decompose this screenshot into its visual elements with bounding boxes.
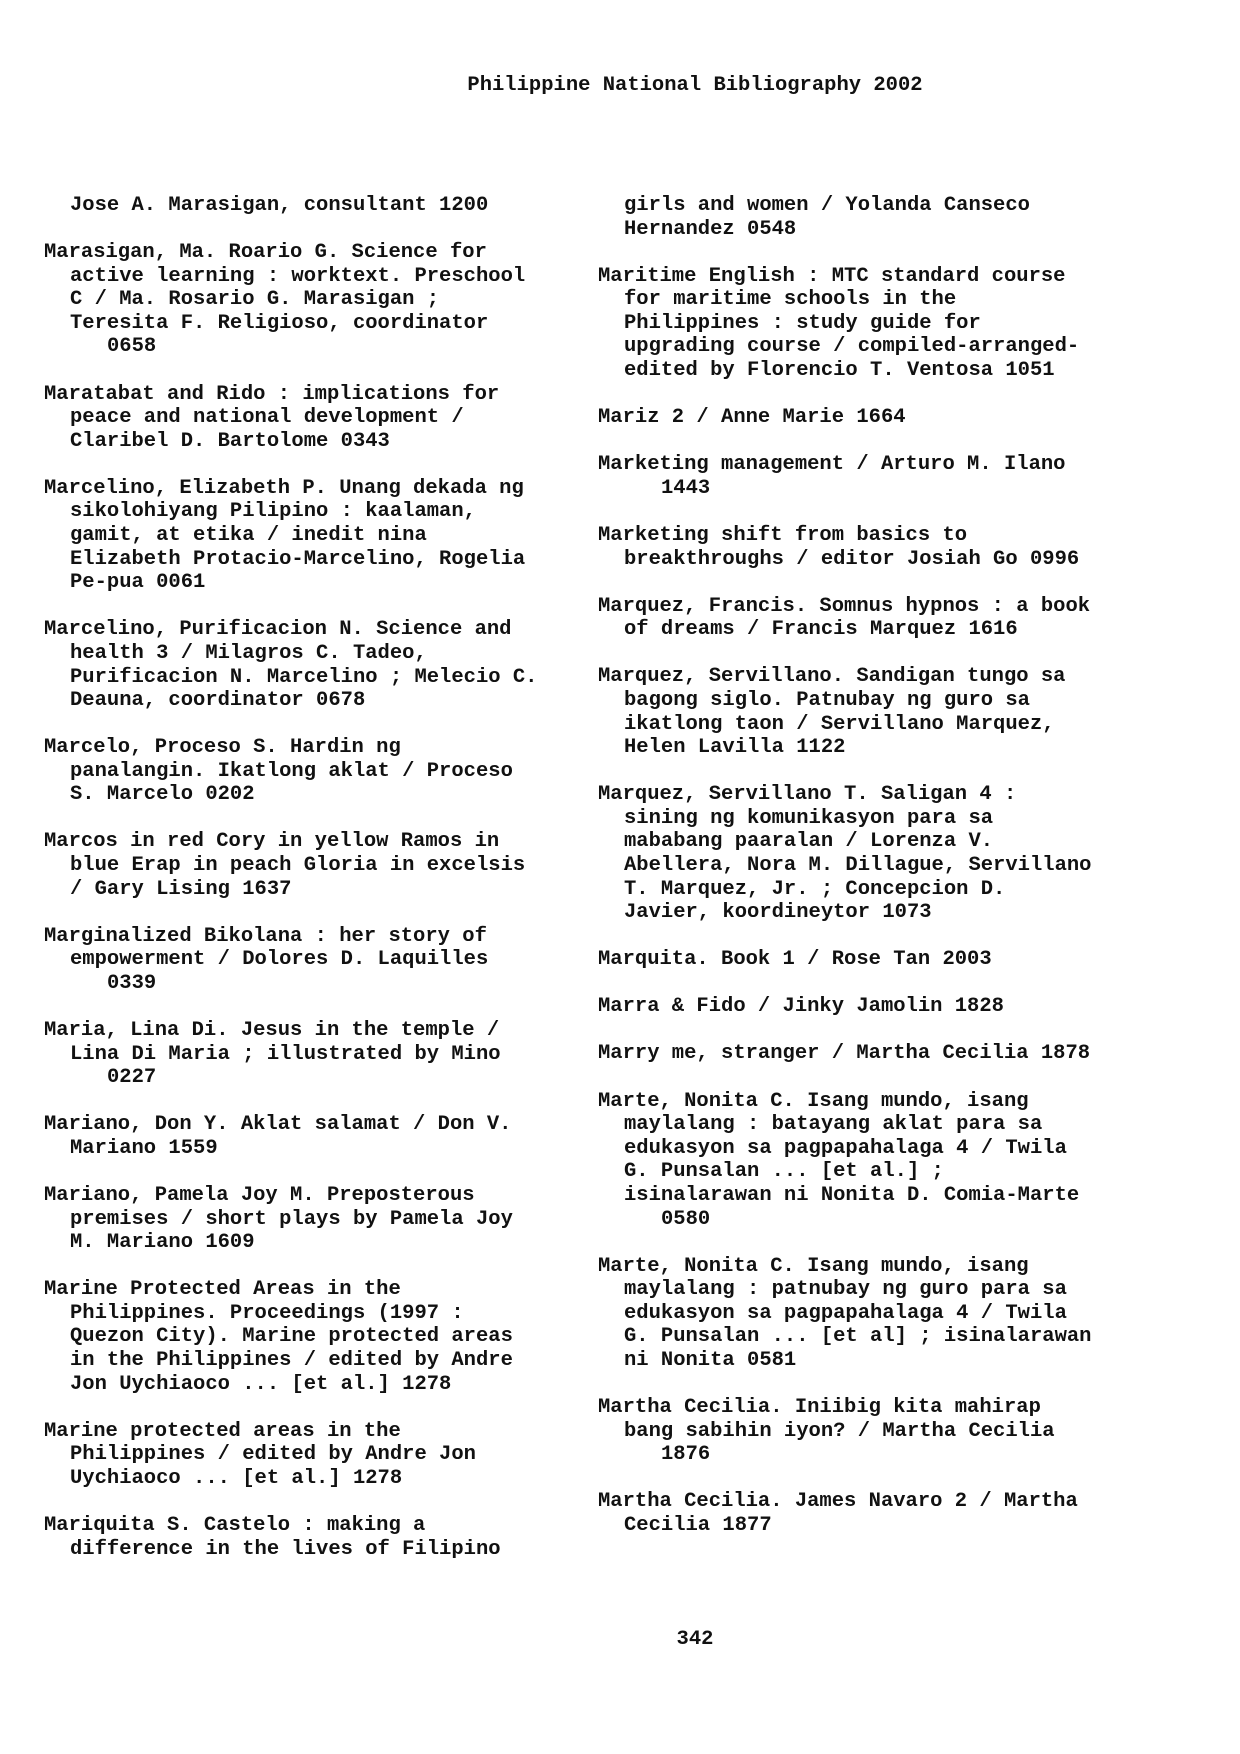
entry-continuation-line: Helen Lavilla 1122 xyxy=(624,736,846,760)
entry-continuation-line: edukasyon sa pagpapahalaga 4 / Twila xyxy=(624,1301,1067,1325)
bibliography-entry xyxy=(598,194,1118,241)
entry-heading-line: Marcelino, Elizabeth P. Unang dekada ng xyxy=(44,476,524,500)
entry-continuation-line: 1876 xyxy=(661,1443,711,1467)
entry-continuation-line: Quezon City). Marine protected areas xyxy=(70,1325,513,1349)
entry-heading-line: Maratabat and Rido : implications for xyxy=(44,382,500,406)
entry-continuation-line: for maritime schools in the xyxy=(624,288,957,312)
bibliography-entry xyxy=(598,1255,1118,1373)
entry-heading-line: Martha Cecilia. Iniibig kita mahirap xyxy=(598,1396,1041,1420)
bibliography-entry xyxy=(598,783,1118,925)
entry-continuation-line: sining ng komunikasyon para sa xyxy=(624,806,994,830)
bibliography-entry xyxy=(598,524,1118,571)
bibliography-entry xyxy=(44,736,564,807)
entry-continuation-line: empowerment / Dolores D. Laquilles xyxy=(70,948,489,972)
entry-continuation-line: Hernandez 0548 xyxy=(624,217,797,241)
entry-continuation-line: Mariano 1559 xyxy=(70,1136,218,1160)
entry-heading-line: Marcelo, Proceso S. Hardin ng xyxy=(44,736,401,760)
bibliography-entry xyxy=(44,830,564,901)
entry-heading-line: Marketing shift from basics to xyxy=(598,523,968,547)
entry-continuation-line: S. Marcelo 0202 xyxy=(70,783,255,807)
entry-continuation-line: Deauna, coordinator 0678 xyxy=(70,689,366,713)
entry-heading-line: Mariquita S. Castelo : making a xyxy=(44,1514,426,1538)
entry-heading-line: Marquita. Book 1 / Rose Tan 2003 xyxy=(598,948,992,972)
entry-continuation-line: difference in the lives of Filipino xyxy=(70,1537,501,1561)
entry-heading-line: Mariano, Pamela Joy M. Preposterous xyxy=(44,1184,475,1207)
entry-continuation-line: ikatlong taon / Servillano Marquez, xyxy=(624,712,1055,736)
entry-heading-line: Marte, Nonita C. Isang mundo, isang xyxy=(598,1254,1029,1278)
bibliography-entry xyxy=(44,1113,564,1160)
bibliography-entry xyxy=(598,406,1118,430)
entry-continuation-line: 0339 xyxy=(107,971,157,995)
bibliography-entry xyxy=(44,1278,564,1396)
entry-heading-line: Maria, Lina Di. Jesus in the temple / xyxy=(44,1019,500,1043)
entry-heading-line: Mariano, Don Y. Aklat salamat / Don V. xyxy=(44,1113,512,1137)
entry-heading-line: Maritime English : MTC standard course xyxy=(598,264,1066,288)
entry-heading-line: Marte, Nonita C. Isang mundo, isang xyxy=(598,1089,1029,1113)
entry-continuation-line: Teresita F. Religioso, coordinator xyxy=(70,311,489,335)
entry-heading-line: Jose A. Marasigan, consultant 1200 xyxy=(70,194,489,217)
entry-continuation-line: active learning : worktext. Preschool xyxy=(70,264,526,288)
entry-continuation-line: maylalang : patnubay ng guro para sa xyxy=(624,1278,1067,1302)
bibliography-entry xyxy=(598,265,1118,383)
entry-continuation-line: panalangin. Ikatlong aklat / Proceso xyxy=(70,759,513,783)
entry-continuation-line: 1443 xyxy=(661,476,711,500)
entry-continuation-line: Javier, koordineytor 1073 xyxy=(624,901,932,925)
bibliography-entry xyxy=(44,1019,564,1090)
bibliography-entry xyxy=(44,1514,564,1561)
entry-heading-line: Marasigan, Ma. Roario G. Science for xyxy=(44,241,487,265)
entry-heading-line: Marry me, stranger / Martha Cecilia 1878 xyxy=(598,1042,1091,1066)
bibliography-entry xyxy=(44,1184,564,1255)
entry-continuation-line: 0227 xyxy=(107,1066,157,1090)
entry-heading-line: Marcos in red Cory in yellow Ramos in xyxy=(44,830,500,854)
entry-heading-line: Marginalized Bikolana : her story of xyxy=(44,924,487,948)
bibliography-entry xyxy=(598,948,1118,972)
entry-continuation-line: blue Erap in peach Gloria in excelsis xyxy=(70,854,526,878)
bibliography-entry xyxy=(598,453,1118,500)
entry-heading-line: Marquez, Servillano. Sandigan tungo sa xyxy=(598,665,1066,689)
entry-continuation-line: G. Punsalan ... [et al.] ; xyxy=(624,1160,944,1184)
entry-continuation-line: in the Philippines / edited by Andre xyxy=(70,1349,513,1373)
entry-continuation-line: gamit, at etika / inedit nina xyxy=(70,524,427,548)
entry-continuation-line: upgrading course / compiled-arranged- xyxy=(624,335,1080,359)
entry-continuation-line: Lina Di Maria ; illustrated by Mino xyxy=(70,1042,501,1066)
entry-heading-line: Marquez, Francis. Somnus hypnos : a book xyxy=(598,594,1091,618)
entry-continuation-line: sikolohiyang Pilipino : kaalaman, xyxy=(70,500,476,524)
bibliography-entry xyxy=(44,477,564,595)
entry-continuation-line: bagong siglo. Patnubay ng guro sa xyxy=(624,688,1030,712)
entry-heading-line: Marketing management / Arturo M. Ilano xyxy=(598,453,1066,477)
bibliography-column-left xyxy=(44,194,564,1585)
entry-continuation-line: bang sabihin iyon? / Martha Cecilia xyxy=(624,1419,1055,1443)
entry-heading-line: Marine Protected Areas in the xyxy=(44,1278,401,1302)
bibliography-entry xyxy=(598,995,1118,1019)
entry-continuation-line: Cecilia 1877 xyxy=(624,1513,772,1537)
entry-continuation-line: peace and national development / xyxy=(70,406,464,430)
bibliography-column-right xyxy=(598,194,1118,1561)
entry-continuation-line: Jon Uychiaoco ... [et al.] 1278 xyxy=(70,1372,452,1396)
bibliography-entry xyxy=(598,665,1118,759)
entry-heading-line: Mariz 2 / Anne Marie 1664 xyxy=(598,406,906,430)
entry-heading-line: Marcelino, Purificacion N. Science and xyxy=(44,618,512,642)
entry-continuation-line: mababang paaralan / Lorenza V. xyxy=(624,830,994,854)
entry-continuation-line: Uychiaoco ... [et al.] 1278 xyxy=(70,1466,403,1490)
entry-continuation-line: of dreams / Francis Marquez 1616 xyxy=(624,618,1018,642)
entry-continuation-line: Philippines / edited by Andre Jon xyxy=(70,1443,476,1467)
entry-continuation-line: breakthroughs / editor Josiah Go 0996 xyxy=(624,547,1080,571)
entry-continuation-line: G. Punsalan ... [et al] ; isinalarawan xyxy=(624,1325,1092,1349)
entry-heading-line: Marine protected areas in the xyxy=(44,1419,401,1443)
bibliography-entry xyxy=(598,1090,1118,1232)
entry-continuation-line: isinalarawan ni Nonita D. Comia-Marte xyxy=(624,1183,1080,1207)
page-number: 342 xyxy=(676,1628,714,1651)
entry-continuation-line: premises / short plays by Pamela Joy xyxy=(70,1207,513,1231)
entry-continuation-line: / Gary Lising 1637 xyxy=(70,877,292,901)
entry-continuation-line: 0658 xyxy=(107,335,157,359)
bibliography-entry xyxy=(598,1490,1118,1537)
entry-heading-line: Marra & Fido / Jinky Jamolin 1828 xyxy=(598,995,1004,1019)
entry-continuation-line: edukasyon sa pagpapahalaga 4 / Twila xyxy=(624,1136,1067,1160)
entry-continuation-line: Pe-pua 0061 xyxy=(70,571,206,595)
entry-heading-line: girls and women / Yolanda Canseco xyxy=(624,194,1030,217)
entry-continuation-line: Elizabeth Protacio-Marcelino, Rogelia xyxy=(70,547,526,571)
bibliography-entry xyxy=(598,595,1118,642)
entry-continuation-line: Abellera, Nora M. Dillague, Servillano xyxy=(624,853,1092,877)
entry-heading-line: Martha Cecilia. James Navaro 2 / Martha xyxy=(598,1490,1078,1514)
entry-continuation-line: Claribel D. Bartolome 0343 xyxy=(70,429,390,453)
bibliography-entry xyxy=(44,241,564,359)
entry-continuation-line: T. Marquez, Jr. ; Concepcion D. xyxy=(624,877,1006,901)
entry-continuation-line: edited by Florencio T. Ventosa 1051 xyxy=(624,359,1055,383)
bibliography-entry xyxy=(598,1396,1118,1467)
bibliography-entry xyxy=(44,194,564,218)
page-header-title: Philippine National Bibliography 2002 xyxy=(467,74,923,97)
entry-continuation-line: M. Mariano 1609 xyxy=(70,1231,255,1255)
entry-continuation-line: Philippines. Proceedings (1997 : xyxy=(70,1301,464,1325)
entry-continuation-line: C / Ma. Rosario G. Marasigan ; xyxy=(70,288,440,312)
entry-continuation-line: health 3 / Milagros C. Tadeo, xyxy=(70,641,427,665)
bibliography-entry xyxy=(44,618,564,712)
entry-continuation-line: 0580 xyxy=(661,1207,711,1231)
bibliography-entry xyxy=(598,1042,1118,1066)
bibliography-entry xyxy=(44,1420,564,1491)
entry-continuation-line: ni Nonita 0581 xyxy=(624,1348,797,1372)
bibliography-entry xyxy=(44,383,564,454)
entry-continuation-line: maylalang : batayang aklat para sa xyxy=(624,1113,1043,1137)
entry-continuation-line: Purificacion N. Marcelino ; Melecio C. xyxy=(70,665,538,689)
bibliography-entry xyxy=(44,925,564,996)
entry-heading-line: Marquez, Servillano T. Saligan 4 : xyxy=(598,783,1017,807)
entry-continuation-line: Philippines : study guide for xyxy=(624,311,981,335)
